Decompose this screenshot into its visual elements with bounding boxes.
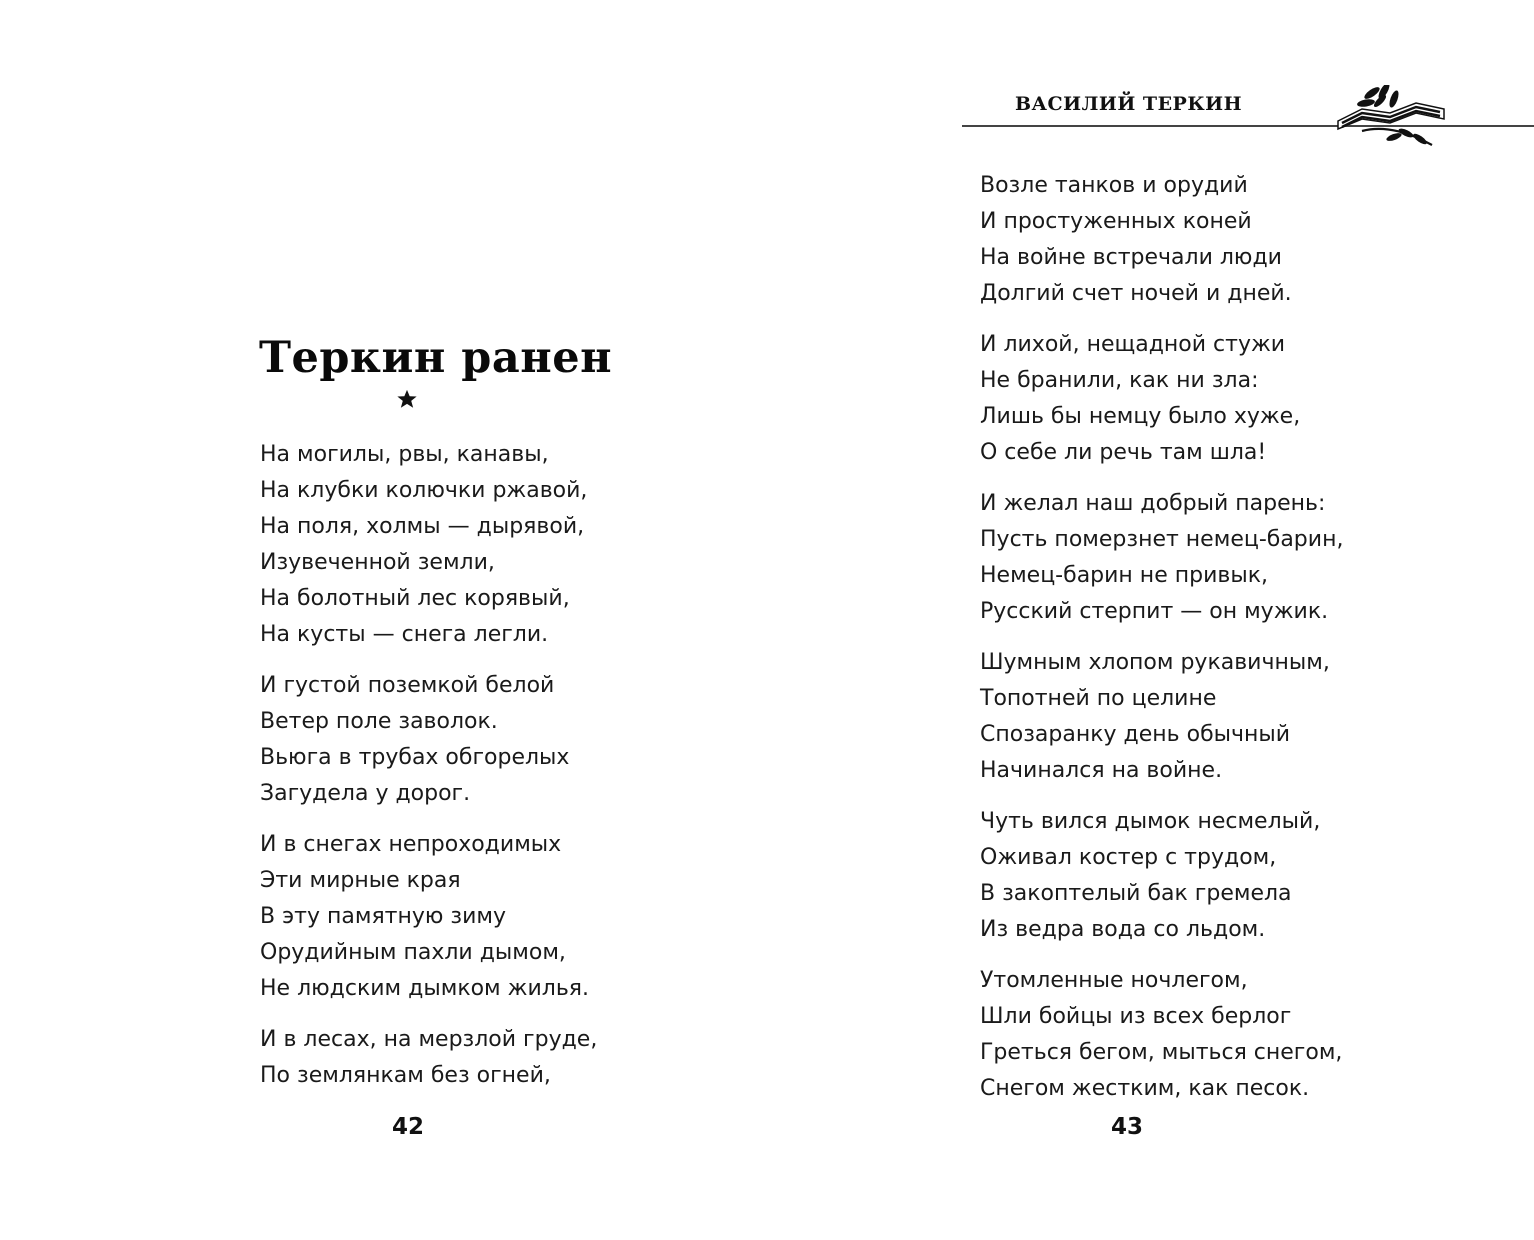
stanza bbox=[980, 804, 1343, 948]
verse-line: На войне встречали люди bbox=[980, 245, 1282, 270]
verse-line: И густой поземкой белой bbox=[260, 673, 555, 698]
poem-text-right bbox=[980, 168, 1343, 1122]
verse-line: Оживал костер с трудом, bbox=[980, 845, 1277, 870]
verse-line: Шумным хлопом рукавичным, bbox=[980, 650, 1330, 675]
verse-line: На поля, холмы — дырявой, bbox=[260, 514, 585, 539]
verse-line: На болотный лес корявый, bbox=[260, 586, 570, 611]
verse-line: На могилы, рвы, канавы, bbox=[260, 442, 549, 467]
verse-line: Лишь бы немцу было хуже, bbox=[980, 404, 1301, 429]
verse-line: Шли бойцы из всех берлог bbox=[980, 1004, 1292, 1029]
verse-line: Немец-барин не привык, bbox=[980, 563, 1268, 588]
verse-line: Греться бегом, мыться снегом, bbox=[980, 1040, 1343, 1065]
verse-line: Ветер поле заволок. bbox=[260, 709, 498, 734]
verse-line: Утомленные ночлегом, bbox=[980, 968, 1248, 993]
stanza bbox=[260, 1022, 597, 1094]
running-head: ВАСИЛИЙ ТЕРКИН bbox=[1015, 93, 1243, 115]
stanza bbox=[980, 486, 1343, 630]
verse-line: О себе ли речь там шла! bbox=[980, 440, 1267, 465]
stanza bbox=[260, 668, 597, 812]
verse-line: Изувеченной земли, bbox=[260, 550, 495, 575]
poem-text-left bbox=[260, 437, 597, 1109]
verse-line: По землянкам без огней, bbox=[260, 1063, 551, 1088]
stanza bbox=[980, 963, 1343, 1107]
verse-line: Не бранили, как ни зла: bbox=[980, 368, 1259, 393]
page-number: 43 bbox=[1110, 1114, 1143, 1140]
verse-line: И в лесах, на мерзлой груде, bbox=[260, 1027, 598, 1052]
stanza bbox=[980, 327, 1343, 471]
verse-line: Вьюга в трубах обгорелых bbox=[260, 745, 570, 770]
stanza bbox=[980, 168, 1343, 312]
verse-line: Долгий счет ночей и дней. bbox=[980, 281, 1292, 306]
verse-line: Чуть вился дымок несмелый, bbox=[980, 809, 1321, 834]
verse-line: И в снегах непроходимых bbox=[260, 832, 562, 857]
page-number: 42 bbox=[391, 1114, 424, 1140]
verse-line: Пусть померзнет немец-барин, bbox=[980, 527, 1344, 552]
verse-line: Из ведра вода со льдом. bbox=[980, 917, 1266, 942]
laurel-ribbon-icon bbox=[1332, 85, 1452, 149]
verse-line: Эти мирные края bbox=[260, 868, 461, 893]
verse-line: В эту памятную зиму bbox=[260, 904, 507, 929]
verse-line: На кусты — снега легли. bbox=[260, 622, 549, 647]
verse-line: И лихой, нещадной стужи bbox=[980, 332, 1286, 357]
verse-line: Спозаранку день обычный bbox=[980, 722, 1291, 747]
verse-line: На клубки колючки ржавой, bbox=[260, 478, 588, 503]
verse-line: Начинался на войне. bbox=[980, 758, 1223, 783]
star-icon bbox=[396, 388, 418, 410]
verse-line: Возле танков и орудий bbox=[980, 173, 1248, 198]
verse-line: Загудела у дорог. bbox=[260, 781, 471, 806]
chapter-title: Теркин ранен bbox=[259, 333, 613, 383]
stanza bbox=[260, 437, 597, 653]
verse-line: В закоптелый бак гремела bbox=[980, 881, 1292, 906]
verse-line: Топотней по целине bbox=[980, 686, 1217, 711]
stanza bbox=[980, 645, 1343, 789]
verse-line: И желал наш добрый парень: bbox=[980, 491, 1326, 516]
right-page bbox=[767, 0, 1534, 1240]
verse-line: Снегом жестким, как песок. bbox=[980, 1076, 1310, 1101]
verse-line: И простуженных коней bbox=[980, 209, 1252, 234]
stanza bbox=[260, 827, 597, 1007]
verse-line: Русский стерпит — он мужик. bbox=[980, 599, 1329, 624]
verse-line: Не людским дымком жилья. bbox=[260, 976, 590, 1001]
verse-line: Орудийным пахли дымом, bbox=[260, 940, 566, 965]
